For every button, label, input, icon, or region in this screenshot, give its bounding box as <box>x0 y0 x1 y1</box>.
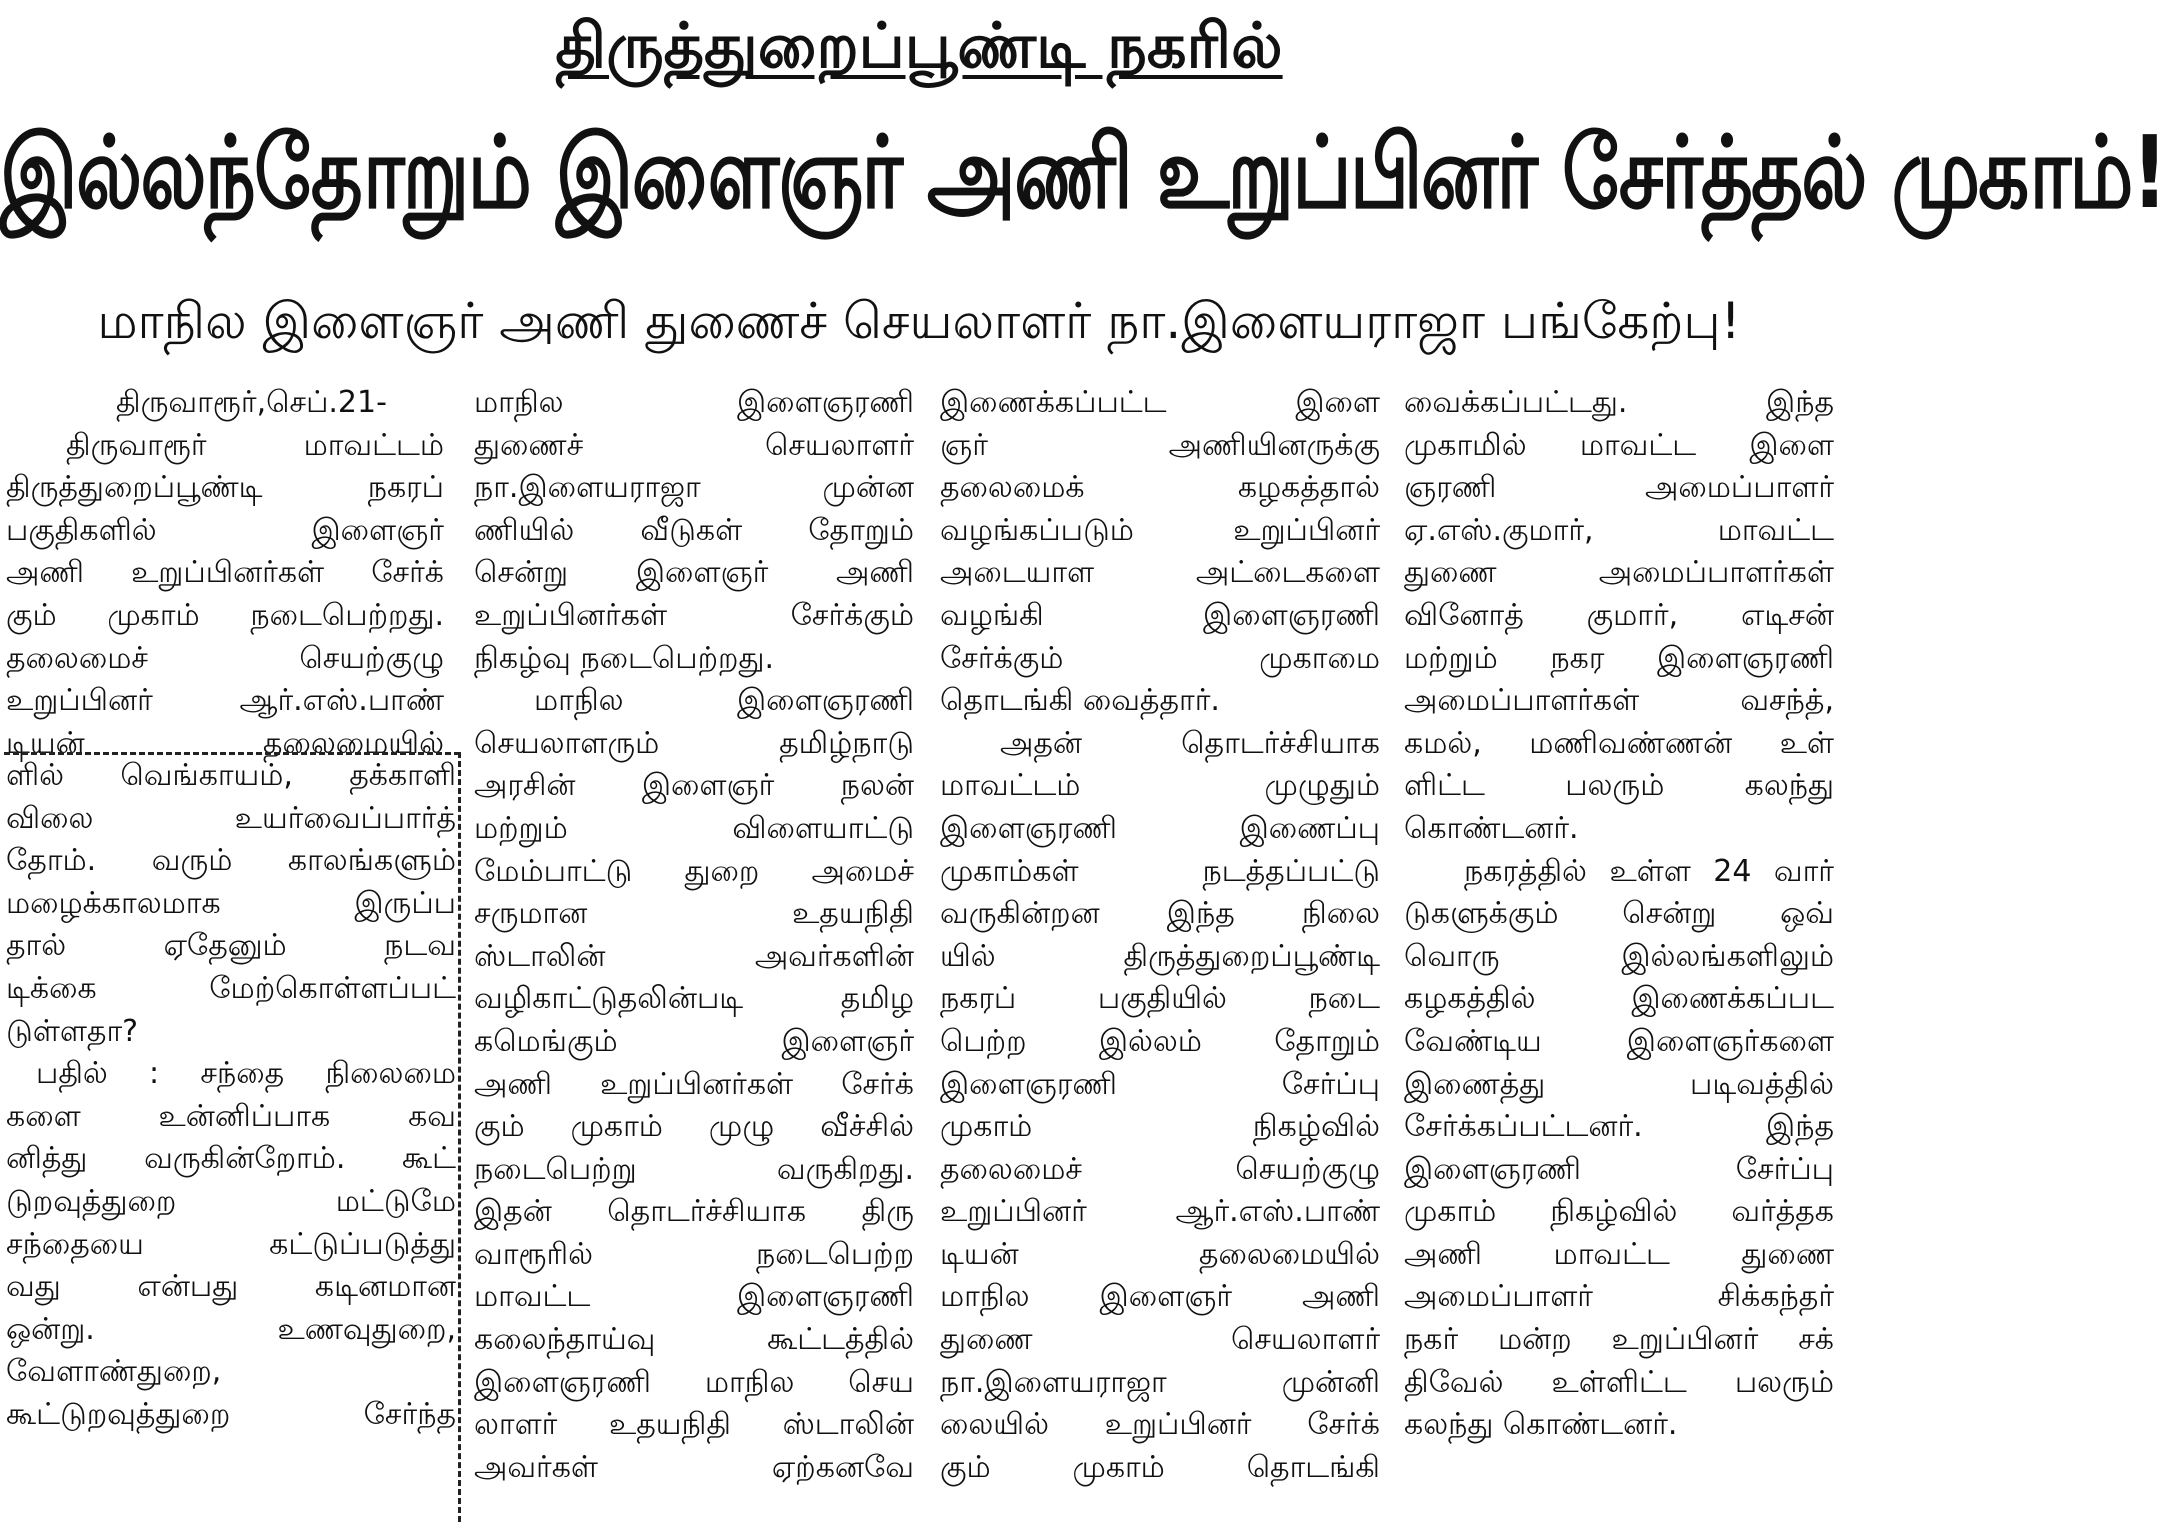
paragraph-line: வினோத் குமார், எடிசன் <box>1404 597 1834 633</box>
paragraph-line: அரசின் இளைஞர் நலன் <box>474 768 914 804</box>
paragraph-line: செயலாளரும் தமிழ்நாடு <box>474 725 914 761</box>
paragraph-line: கொண்டனர். <box>1404 810 1579 846</box>
paragraph-line: நடைபெற்று வருகிறது. <box>474 1151 914 1187</box>
paragraph-line: தலைமைக் கழகத்தால் <box>940 470 1380 506</box>
paragraph-line: வேண்டிய இளைஞர்களை <box>1404 1023 1834 1059</box>
paragraph-line: கும் முகாம் முழு வீச்சில் <box>474 1109 914 1145</box>
paragraph-line: இளைஞரணி இணைப்பு <box>940 810 1380 846</box>
paragraph-line: வைக்கப்பட்டது. இந்த <box>1404 385 1834 420</box>
paragraph-line: டியன் தலைமையில் <box>6 725 444 761</box>
qa-box <box>6 755 456 1437</box>
paragraph-line: கமல், மணிவண்ணன் உள் <box>1404 725 1834 761</box>
paragraph-line: அமைப்பாளர்கள் வசந்த், <box>1404 683 1834 719</box>
paragraph-line: ஸ்டாலின் அவர்களின் <box>474 938 914 974</box>
paragraph-line: லையில் உறுப்பினர் சேர்க் <box>940 1407 1380 1443</box>
box-line: தோம். வரும் காலங்களும் <box>6 843 456 879</box>
box-line: சந்தையை கட்டுப்படுத்து <box>6 1226 456 1262</box>
box-line: ளில் வெங்காயம், தக்காளி <box>6 758 456 793</box>
paragraph-line: மாநில இளைஞரணி <box>534 683 914 719</box>
box-line: டுறவுத்துறை மட்டுமே <box>6 1183 456 1219</box>
paragraph-line: உறுப்பினர் ஆர்.எஸ்.பாண் <box>6 683 444 719</box>
article-column-4 <box>1404 382 1834 1447</box>
box-line: பதில் : சந்தை நிலைமை <box>36 1056 456 1092</box>
paragraph-line: மாவட்டம் முழுதும் <box>940 768 1380 804</box>
paragraph-line: கும் முகாம் நடைபெற்றது. <box>6 597 444 633</box>
box-line: களை உன்னிப்பாக கவ <box>6 1098 456 1134</box>
paragraph-line: ளிட்ட பலரும் கலந்து <box>1404 768 1834 804</box>
paragraph-line: நா.இளையராஜா முன்ன <box>474 470 914 506</box>
paragraph-line: இதன் தொடர்ச்சியாக திரு <box>474 1194 914 1230</box>
paragraph-line: நகரத்தில் உள்ள 24 வார் <box>1464 853 1834 889</box>
box-line: ஒன்று. உணவுதுறை, <box>6 1311 456 1347</box>
paragraph-line: திருத்துறைப்பூண்டி நகரப் <box>6 470 444 506</box>
paragraph-line: சென்று இளைஞர் அணி <box>474 555 914 591</box>
article-column-3 <box>940 382 1380 1489</box>
paragraph-line: அடையாள அட்டைகளை <box>940 555 1380 591</box>
paragraph-line: கலைந்தாய்வு கூட்டத்தில் <box>474 1322 914 1358</box>
paragraph-line: திருவாரூர் மாவட்டம் <box>66 427 444 463</box>
paragraph-line: சேர்க்கப்பட்டனர். இந்த <box>1404 1109 1834 1145</box>
paragraph-line: தொடங்கி வைத்தார். <box>940 683 1220 719</box>
article-column-2 <box>474 382 914 1489</box>
box-line: வது என்பது கடினமான <box>6 1269 456 1305</box>
box-line: டிக்கை மேற்கொள்ளப்பட் <box>6 970 456 1006</box>
paragraph-line: திருவாரூர்,செப்.21- <box>116 385 387 420</box>
paragraph-line: இணைக்கப்பட்ட இளை <box>940 385 1380 420</box>
paragraph-line: துணை செயலாளர் <box>940 1322 1380 1358</box>
paragraph-line: கும் முகாம் தொடங்கி <box>940 1449 1380 1485</box>
paragraph-line: இளைஞரணி சேர்ப்பு <box>940 1066 1380 1102</box>
paragraph-line: துணைச் செயலாளர் <box>474 427 914 463</box>
paragraph-line: பகுதிகளில் இளைஞர் <box>6 512 444 548</box>
paragraph-line: நகரப் பகுதியில் நடை <box>940 981 1380 1017</box>
box-line: விலை உயர்வைப்பார்த் <box>6 800 456 836</box>
paragraph-line: நகர் மன்ற உறுப்பினர் சக் <box>1404 1322 1834 1358</box>
box-line: மழைக்காலமாக இருப்ப <box>6 885 456 921</box>
paragraph-line: வாரூரில் நடைபெற்ற <box>474 1236 914 1272</box>
box-line: கூட்டுறவுத்துறை சேர்ந்த <box>6 1396 456 1432</box>
paragraph-line: அதன் தொடர்ச்சியாக <box>1000 725 1380 761</box>
article-column-1 <box>6 382 444 765</box>
paragraph-line: முகாம் நிகழ்வில் வர்த்தக <box>1404 1194 1834 1230</box>
paragraph-line: வழங்கி இளைஞரணி <box>940 597 1380 633</box>
box-divider-right <box>458 752 461 1522</box>
kicker-text: திருத்துறைப்பூண்டி நகரில் <box>555 9 1283 82</box>
paragraph-line: நா.இளையராஜா முன்னி <box>940 1364 1380 1400</box>
paragraph-line: இளைஞரணி சேர்ப்பு <box>1404 1151 1834 1187</box>
paragraph-line: சேர்க்கும் முகாமை <box>940 640 1380 676</box>
paragraph-line: அவர்கள் ஏற்கனவே <box>474 1449 914 1485</box>
paragraph-line: மற்றும் விளையாட்டு <box>474 810 914 846</box>
paragraph-line: அணி உறுப்பினர்கள் சேர்க் <box>474 1066 914 1102</box>
paragraph-line: தலைமைச் செயற்குழு <box>6 640 444 676</box>
paragraph-line: நிகழ்வு நடைபெற்றது. <box>474 640 774 676</box>
paragraph-line: பெற்ற இல்லம் தோறும் <box>940 1023 1380 1059</box>
paragraph-line: இளைஞரணி மாநில செய <box>474 1364 914 1400</box>
paragraph-line: யில் திருத்துறைப்பூண்டி <box>940 938 1380 974</box>
paragraph-line: கமெங்கும் இளைஞர் <box>474 1023 914 1059</box>
paragraph-line: ஏ.எஸ்.குமார், மாவட்ட <box>1404 512 1834 548</box>
paragraph-line: டுகளுக்கும் சென்று ஒவ் <box>1404 896 1834 932</box>
paragraph-line: மாநில இளைஞர் அணி <box>940 1279 1380 1315</box>
box-line: டுள்ளதா? <box>6 1013 139 1049</box>
paragraph-line: லாளர் உதயநிதி ஸ்டாலின் <box>474 1407 914 1443</box>
paragraph-line: தலைமைச் செயற்குழு <box>940 1151 1380 1187</box>
box-line: வேளாண்துறை, <box>6 1354 222 1390</box>
paragraph-line: வருகின்றன இந்த நிலை <box>940 896 1380 932</box>
paragraph-line: திவேல் உள்ளிட்ட பலரும் <box>1404 1364 1834 1400</box>
kicker <box>0 6 1838 90</box>
paragraph-line: அணி மாவட்ட துணை <box>1404 1236 1834 1272</box>
paragraph-line: டியன் தலைமையில் <box>940 1236 1380 1272</box>
paragraph-line: வொரு இல்லங்களிலும் <box>1404 938 1834 974</box>
subheadline: மாநில இளைஞர் அணி துணைச் செயலாளர் நா.இளையராஜா பங்கேற்பு! <box>97 292 1741 350</box>
paragraph-line: மற்றும் நகர இளைஞரணி <box>1404 640 1834 676</box>
paragraph-line: இணைத்து படிவத்தில் <box>1404 1066 1834 1102</box>
box-line: னித்து வருகின்றோம். கூட் <box>6 1141 456 1177</box>
paragraph-line: உறுப்பினர்கள் சேர்க்கும் <box>474 597 914 633</box>
paragraph-line: ஞரணி அமைப்பாளர் <box>1404 470 1834 506</box>
paragraph-line: மேம்பாட்டு துறை அமைச் <box>474 853 914 889</box>
paragraph-line: கழகத்தில் இணைக்கப்பட <box>1404 981 1834 1017</box>
paragraph-line: முகாமில் மாவட்ட இளை <box>1404 427 1834 463</box>
headline: இல்லந்தோறும் இளைஞர் அணி உறுப்பினர் சேர்த்தல் முகாம்! <box>0 114 2166 231</box>
paragraph-line: அணி உறுப்பினர்கள் சேர்க் <box>6 555 444 591</box>
paragraph-line: மாநில இளைஞரணி <box>474 385 914 420</box>
box-line: தால் ஏதேனும் நடவ <box>6 928 456 964</box>
paragraph-line: ஞர் அணியினருக்கு <box>940 427 1380 463</box>
paragraph-line: உறுப்பினர் ஆர்.எஸ்.பாண் <box>940 1194 1380 1230</box>
paragraph-line: ணியில் வீடுகள் தோறும் <box>474 512 914 548</box>
paragraph-line: அமைப்பாளர் சிக்கந்தர் <box>1404 1279 1834 1315</box>
paragraph-line: வழங்கப்படும் உறுப்பினர் <box>940 512 1380 548</box>
paragraph-line: மாவட்ட இளைஞரணி <box>474 1279 914 1315</box>
paragraph-line: துணை அமைப்பாளர்கள் <box>1404 555 1834 591</box>
paragraph-line: முகாம் நிகழ்வில் <box>940 1109 1380 1145</box>
paragraph-line: முகாம்கள் நடத்தப்பட்டு <box>940 853 1380 889</box>
paragraph-line: கலந்து கொண்டனர். <box>1404 1407 1678 1443</box>
paragraph-line: சருமான உதயநிதி <box>474 896 914 932</box>
paragraph-line: வழிகாட்டுதலின்படி தமிழ <box>474 981 914 1017</box>
